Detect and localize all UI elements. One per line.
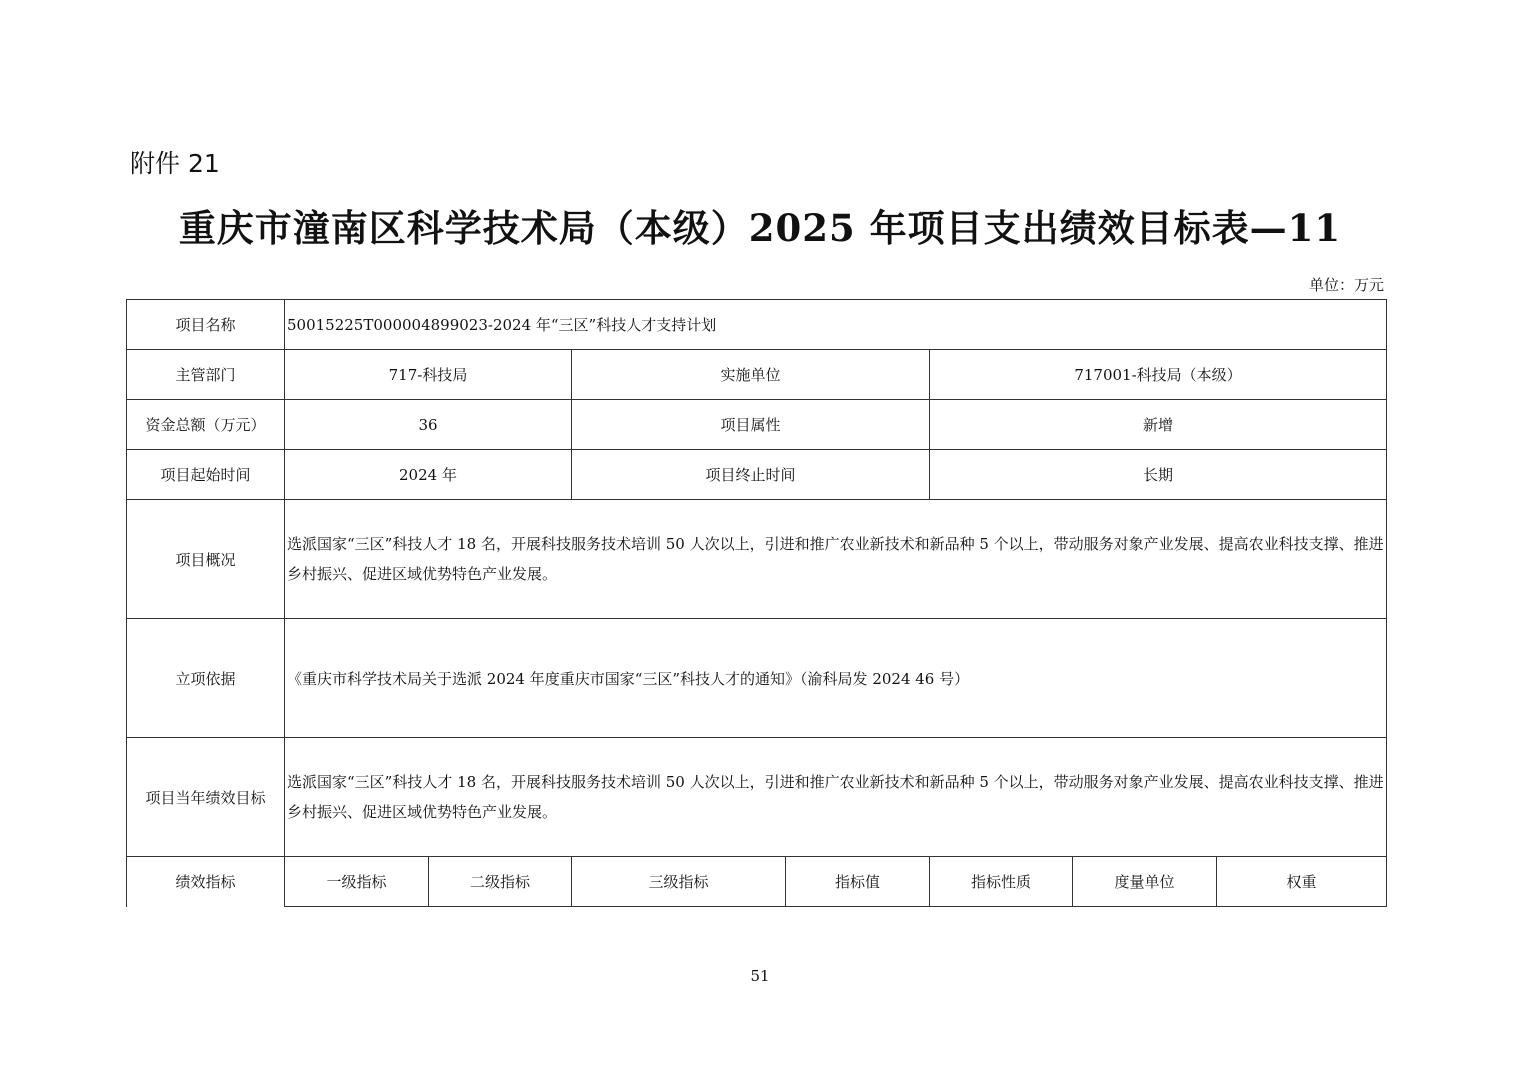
row-annual-goal bbox=[127, 738, 1387, 857]
indicator-col-level3: 三级指标 bbox=[572, 857, 786, 907]
row-project-name bbox=[127, 300, 1387, 350]
end-time-value: 长期 bbox=[930, 450, 1387, 500]
basis-value: 《重庆市科学技术局关于选派 2024 年度重庆市国家“三区”科技人才的通知》（渝科局发 2024 46 号） bbox=[285, 619, 1387, 738]
department-value: 717-科技局 bbox=[285, 350, 572, 400]
annual-goal-label: 项目当年绩效目标 bbox=[127, 738, 285, 857]
row-basis bbox=[127, 619, 1387, 738]
unit-label: 单位：万元 bbox=[1308, 276, 1384, 294]
project-name-value: 50015225T000004899023-2024 年“三区”科技人才支持计划 bbox=[285, 300, 1387, 350]
overview-value: 选派国家“三区”科技人才 18 名，开展科技服务技术培训 50 人次以上，引进和推广农业新技术和新品种 5 个以上，带动服务对象产业发展、提高农业科技支撑、推进乡村振兴、促进区域优势特色产业发展。 bbox=[285, 500, 1387, 619]
row-funding bbox=[127, 400, 1387, 450]
project-attribute-value: 新增 bbox=[930, 400, 1387, 450]
indicator-col-weight: 权重 bbox=[1217, 857, 1387, 907]
annual-goal-value: 选派国家“三区”科技人才 18 名，开展科技服务技术培训 50 人次以上，引进和推广农业新技术和新品种 5 个以上，带动服务对象产业发展、提高农业科技支撑、推进乡村振兴、促进区域优势特色产业发展。 bbox=[285, 738, 1387, 857]
implementing-unit-value: 717001-科技局（本级） bbox=[930, 350, 1387, 400]
indicator-col-nature: 指标性质 bbox=[930, 857, 1073, 907]
row-indicator-header bbox=[127, 857, 1387, 907]
indicator-label: 绩效指标 bbox=[127, 857, 285, 907]
indicator-col-level1: 一级指标 bbox=[285, 857, 429, 907]
row-overview bbox=[127, 500, 1387, 619]
performance-goal-table bbox=[126, 299, 1387, 907]
project-name-label: 项目名称 bbox=[127, 300, 285, 350]
indicator-col-value: 指标值 bbox=[786, 857, 930, 907]
project-attribute-label: 项目属性 bbox=[572, 400, 930, 450]
row-department bbox=[127, 350, 1387, 400]
document-title: 重庆市潼南区科学技术局（本级）2025 年项目支出绩效目标表—11 bbox=[178, 206, 1342, 250]
indicator-col-unit: 度量单位 bbox=[1073, 857, 1217, 907]
end-time-label: 项目终止时间 bbox=[572, 450, 930, 500]
implementing-unit-label: 实施单位 bbox=[572, 350, 930, 400]
total-funding-label: 资金总额（万元） bbox=[127, 400, 285, 450]
overview-label: 项目概况 bbox=[127, 500, 285, 619]
department-label: 主管部门 bbox=[127, 350, 285, 400]
total-funding-value: 36 bbox=[285, 400, 572, 450]
basis-label: 立项依据 bbox=[127, 619, 285, 738]
row-period bbox=[127, 450, 1387, 500]
start-time-value: 2024 年 bbox=[285, 450, 572, 500]
indicator-col-level2: 二级指标 bbox=[429, 857, 572, 907]
page-number: 51 bbox=[750, 967, 770, 985]
attachment-label: 附件 21 bbox=[130, 149, 220, 178]
start-time-label: 项目起始时间 bbox=[127, 450, 285, 500]
